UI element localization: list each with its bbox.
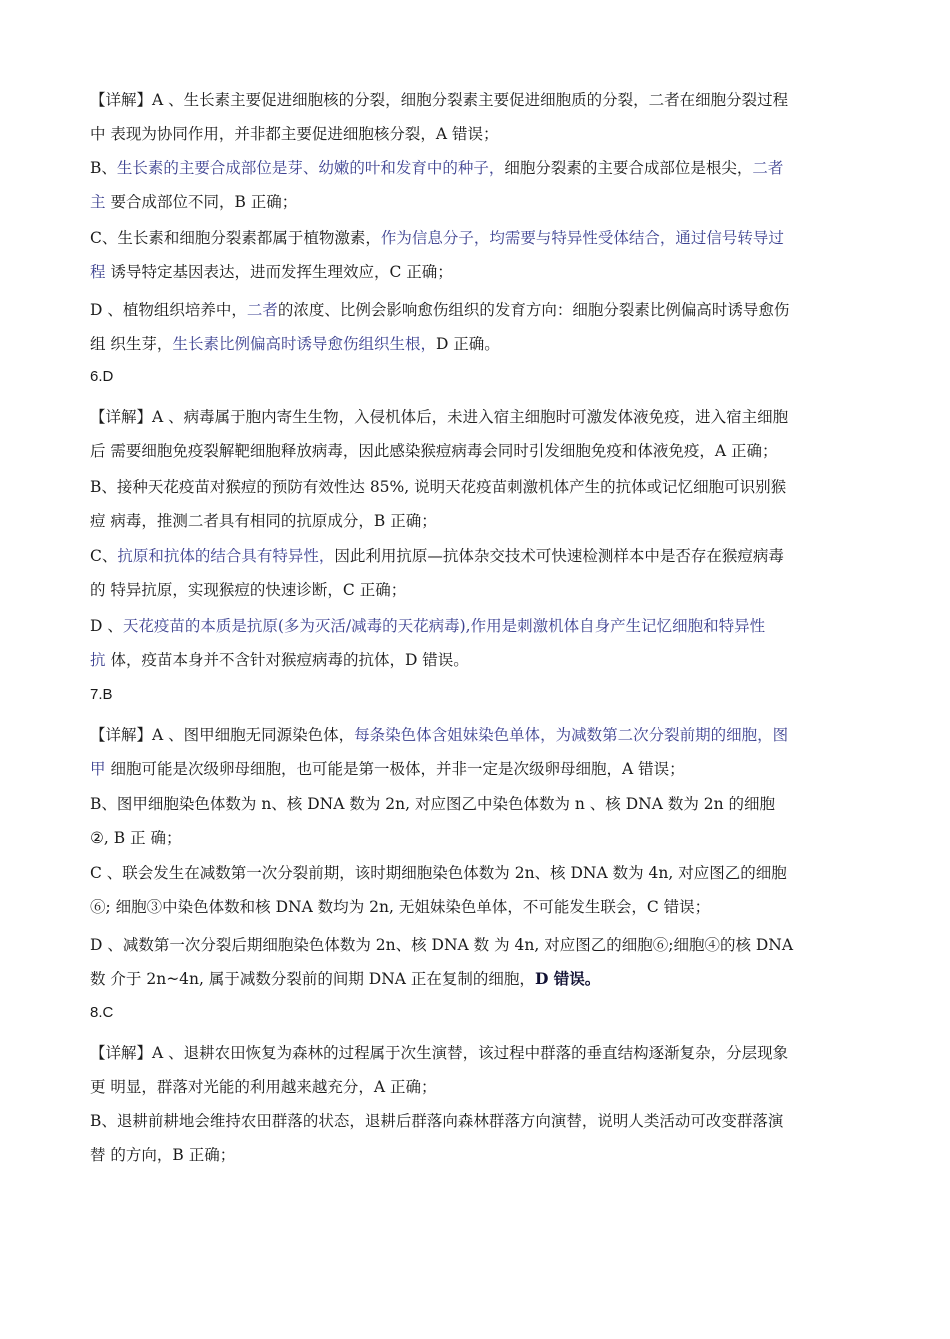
text-line <box>90 609 860 643</box>
text-line <box>90 151 860 185</box>
text-line: 【详解】A 、生长素主要促进细胞核的分裂，细胞分裂素主要促进细胞质的分裂，二者在细胞分裂过程 <box>90 91 789 109</box>
text-line <box>90 752 860 786</box>
text-run: 【详解】A 、图甲细胞无同源染色体， <box>90 726 355 744</box>
text-run: D 、植物组织培养中， <box>90 301 247 319</box>
text-line: 替 的方向，B 正确； <box>90 1146 236 1164</box>
text-run: 的浓度、比例会影响愈伤组织的发育方向：细胞分裂素比例偏高时诱导愈伤 <box>277 301 790 319</box>
text-line <box>90 539 860 573</box>
text-run: D 正确。 <box>435 335 500 353</box>
text-run: 数 介于 2n~4n, 属于减数分裂前的间期 DNA 正在复制的细胞， <box>90 970 535 988</box>
text-line: D 、减数第一次分裂后期细胞染色体数为 2n、核 DNA 数 为 4n, 对应图乙的细胞⑥;细胞④的核 DNA <box>90 936 794 954</box>
text-run: 诱导特定基因表达，进而发挥生理效应，C 正确； <box>105 263 453 281</box>
text-line <box>90 221 860 255</box>
text-line: 【详解】A 、病毒属于胞内寄生生物，入侵机体后，未进入宿主细胞时可激发体液免疫，进入宿主细胞 <box>90 408 789 426</box>
text-run: C、 <box>90 547 118 565</box>
text-line <box>90 718 860 752</box>
detail7-option-c <box>90 856 860 924</box>
answer-7: 7.B <box>90 686 113 703</box>
detail7-option-d <box>90 928 860 996</box>
text-line <box>90 293 860 327</box>
detail6-option-a <box>90 400 860 468</box>
text-line: ⑥; 细胞③中染色体数和核 DNA 数均为 2n, 无姐妹染色单体，不可能发生联会，C 错误； <box>90 898 711 916</box>
text-line: 的 特异抗原，实现猴痘的快速诊断，C 正确； <box>90 581 407 599</box>
highlight-run: 抗 <box>90 651 106 669</box>
text-run: 细胞分裂素的主要合成部位是根尖， <box>504 159 753 177</box>
detail5-option-b <box>90 151 860 219</box>
detail6-option-c <box>90 539 860 607</box>
text-line <box>90 643 860 677</box>
text-run: D 、 <box>90 617 123 635</box>
text-line: C 、联会发生在减数第一次分裂前期，该时期细胞染色体数为 2n、核 DNA 数为 4n, 对应图乙的细胞 <box>90 864 787 882</box>
highlight-run: 生长素的主要合成部位是芽、幼嫩的叶和发育中的种子， <box>116 159 505 177</box>
text-line: 【详解】A 、退耕农田恢复为森林的过程属于次生演替，该过程中群落的垂直结构逐渐复杂，分层现象 <box>90 1044 789 1062</box>
detail5-option-c <box>90 221 860 289</box>
detail5-option-a <box>90 83 860 151</box>
text-line: B、图甲细胞染色体数为 n、核 DNA 数为 2n, 对应图乙中染色体数为 n 、核 DNA 数为 2n 的细胞 <box>90 795 776 813</box>
text-line: 后 需要细胞免疫裂解靶细胞释放病毒，因此感染猴痘病毒会同时引发细胞免疫和体液免疫，A 正确； <box>90 442 778 460</box>
answer-8: 8.C <box>90 1004 114 1021</box>
highlight-run: 抗原和抗体的结合具有特异性， <box>117 547 335 565</box>
text-run: 要合成部位不同，B 正确； <box>105 193 298 211</box>
detail5-option-d <box>90 293 860 361</box>
text-run: 体，疫苗本身并不含针对猴痘病毒的抗体，D 错误。 <box>105 651 469 669</box>
text-line <box>90 327 860 361</box>
detail7-option-a <box>90 718 860 786</box>
detail8-option-b <box>90 1104 860 1172</box>
highlight-run: 甲 <box>90 760 106 778</box>
text-run: 细胞可能是次级卵母细胞，也可能是第一极体，并非一定是次级卵母细胞，A 错误； <box>105 760 685 778</box>
text-run: 因此利用抗原—抗体杂交技术可快速检测样本中是否存在猴痘病毒 <box>334 547 784 565</box>
highlight-run: 每条染色体含姐妹染色单体，为减数第二次分裂前期的细胞， <box>354 726 773 744</box>
bold-run: D 错误。 <box>534 969 601 988</box>
text-line: ②, B 正 确； <box>90 829 182 847</box>
highlight-run: 主 <box>90 193 106 211</box>
text-line <box>90 185 860 219</box>
text-line: 中 表现为协同作用，并非都主要促进细胞核分裂，A 错误； <box>90 125 499 143</box>
text-line: 更 明显，群落对光能的利用越来越充分，A 正确； <box>90 1078 437 1096</box>
detail7-option-b <box>90 787 860 855</box>
text-line <box>90 962 860 996</box>
highlight-run: 生长素比例偏高时诱导愈伤组织生根， <box>172 335 436 353</box>
text-line <box>90 255 860 289</box>
answer-6: 6.D <box>90 368 114 385</box>
text-line: B、退耕前耕地会维持农田群落的状态，退耕后群落向森林群落方向演替，说明人类活动可改变群落演 <box>90 1112 784 1130</box>
detail8-option-a <box>90 1036 860 1104</box>
highlight-run: 图 <box>772 726 789 744</box>
text-line: B、接种天花疫苗对猴痘的预防有效性达 85%, 说明天花疫苗刺激机体产生的抗体或记忆细胞可识别猴 <box>90 478 787 496</box>
highlight-run: 程 <box>90 263 106 281</box>
detail6-option-b <box>90 470 860 538</box>
highlight-run: 二者 <box>246 301 278 319</box>
highlight-run: 天花疫苗的本质是抗原(多为灭活/减毒的天花病毒),作用是刺激机体自身产生记忆细胞和特异性 <box>122 617 766 635</box>
highlight-run: 二者 <box>752 159 784 177</box>
text-run: B、 <box>90 159 117 177</box>
text-run: C、生长素和细胞分裂素都属于植物激素， <box>90 229 381 247</box>
text-line: 痘 病毒，推测二者具有相同的抗原成分，B 正确； <box>90 512 437 530</box>
highlight-run: 作为信息分子，均需要与特异性受体结合，通过信号转导过 <box>380 229 784 247</box>
detail6-option-d <box>90 609 860 677</box>
text-run: 组 织生芽， <box>90 335 173 353</box>
